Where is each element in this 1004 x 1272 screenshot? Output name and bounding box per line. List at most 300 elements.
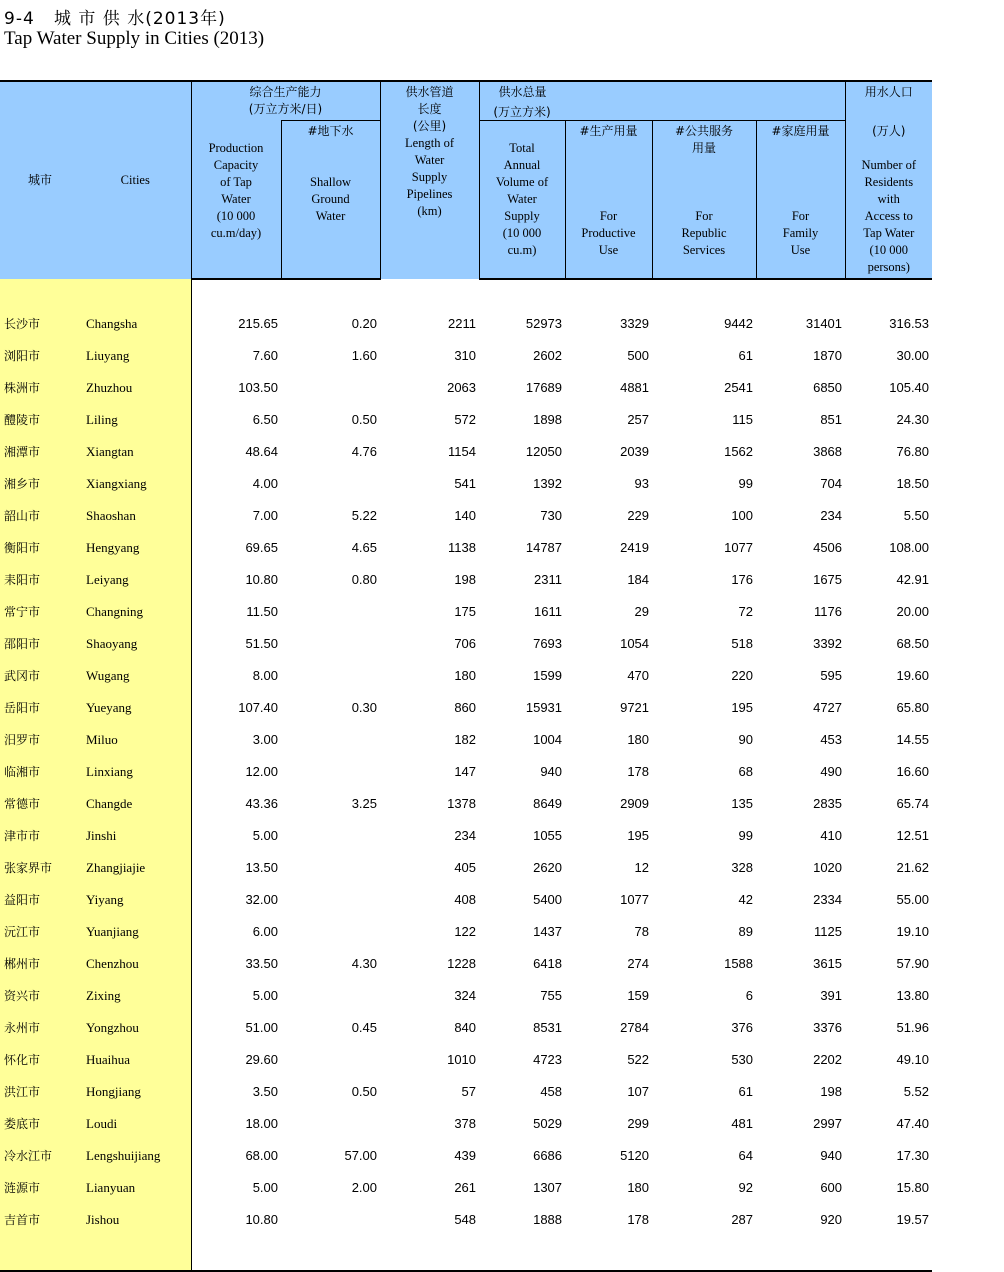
city-name-cn: 湘乡市 <box>0 468 80 500</box>
header-prod-capacity-en-1: Production <box>208 140 264 155</box>
city-name-cn: 湘潭市 <box>0 436 80 468</box>
cell-prod: 159 <box>627 988 650 1003</box>
table-row <box>0 660 932 692</box>
cell-total: 7693 <box>533 636 563 651</box>
table-row <box>0 404 932 436</box>
cell-total: 1437 <box>533 924 563 939</box>
cell-public: 376 <box>731 1020 754 1035</box>
city-name-cn: 浏阳市 <box>0 340 80 372</box>
cell-public: 100 <box>731 508 754 523</box>
header-city-cn: 城市 <box>0 81 80 279</box>
cell-family: 851 <box>820 412 843 427</box>
table-row <box>0 468 932 500</box>
city-name-cn: 怀化市 <box>0 1044 80 1076</box>
city-name-en: Chenzhou <box>80 948 191 980</box>
header-total-supply-en-6: (10 000 <box>502 226 542 240</box>
cell-res: 15.80 <box>896 1180 930 1195</box>
cell-cap: 8.00 <box>252 668 278 683</box>
cell-res: 76.80 <box>896 444 930 459</box>
header-prod-capacity-en-5: (10 000 <box>216 208 256 223</box>
cell-prod: 12 <box>634 860 650 875</box>
table-row <box>0 1108 932 1140</box>
cell-res: 105.40 <box>889 380 930 395</box>
cell-family: 3615 <box>813 956 843 971</box>
header-residents-en-5: Tap Water <box>863 225 915 240</box>
cell-pipe: 1154 <box>448 444 477 459</box>
city-name-cn: 岳阳市 <box>0 692 80 724</box>
cell-public: 518 <box>731 636 754 651</box>
cell-public: 42 <box>738 892 754 907</box>
cell-prod: 9721 <box>620 700 650 715</box>
cell-res: 65.74 <box>896 796 930 811</box>
cell-total: 940 <box>540 764 563 779</box>
cell-res: 14.55 <box>896 732 930 747</box>
cell-cap: 7.00 <box>252 508 278 523</box>
header-pipeline <box>380 81 479 279</box>
cell-res: 49.10 <box>896 1052 930 1067</box>
city-name-cn: 衡阳市 <box>0 532 80 564</box>
header-pipeline-en-5: (km) <box>417 204 442 218</box>
table-row <box>0 724 932 756</box>
cell-pipe: 439 <box>454 1148 477 1163</box>
page-title-en: Tap Water Supply in Cities (2013) <box>4 28 265 49</box>
cell-pipe: 2211 <box>448 316 477 331</box>
cell-prod: 178 <box>627 1212 650 1227</box>
table-row <box>0 532 932 564</box>
city-name-cn: 株洲市 <box>0 372 80 404</box>
cell-pipe: 147 <box>454 764 477 779</box>
cell-total: 1055 <box>533 828 563 843</box>
city-name-cn: 郴州市 <box>0 948 80 980</box>
city-name-cn: 洪江市 <box>0 1076 80 1108</box>
cell-public: 92 <box>738 1180 754 1195</box>
header-productive-use-en-3: Use <box>598 243 619 257</box>
city-name-cn: 邵阳市 <box>0 628 80 660</box>
header-total-supply-en-2: Annual <box>503 158 541 172</box>
cell-pipe: 261 <box>454 1180 477 1195</box>
cell-public: 220 <box>731 668 754 683</box>
header-residents-en-3: with <box>877 191 900 206</box>
cell-res: 42.91 <box>896 572 930 587</box>
cell-total: 458 <box>540 1084 563 1099</box>
cell-prod: 470 <box>627 668 650 683</box>
table-row <box>0 788 932 820</box>
cell-cap: 11.50 <box>246 604 278 619</box>
cell-ground <box>281 884 380 916</box>
header-family-use <box>756 121 845 279</box>
cell-family: 1125 <box>814 924 843 939</box>
cell-cap: 10.80 <box>245 1212 278 1227</box>
cell-prod: 257 <box>627 412 650 427</box>
city-name-en: Yueyang <box>80 692 191 724</box>
table-row <box>0 1172 932 1204</box>
table-row <box>0 1140 932 1172</box>
table-row <box>0 500 932 532</box>
cell-family: 2997 <box>813 1116 843 1131</box>
cell-res: 19.57 <box>896 1212 930 1227</box>
city-name-en: Leiyang <box>80 564 191 596</box>
cell-res: 316.53 <box>889 316 930 331</box>
cell-cap: 6.50 <box>252 412 278 427</box>
cell-ground: 0.80 <box>351 572 378 587</box>
cell-family: 234 <box>820 508 843 523</box>
cell-res: 5.50 <box>903 508 930 523</box>
cell-prod: 93 <box>634 476 650 491</box>
cell-total: 1611 <box>534 604 563 619</box>
cell-cap: 5.00 <box>252 828 278 843</box>
cell-cap: 43.36 <box>245 796 278 811</box>
table-row <box>0 372 932 404</box>
table-header <box>0 81 932 279</box>
cell-prod: 3329 <box>620 316 650 331</box>
cell-ground <box>281 468 380 500</box>
header-pipeline-en-3: Supply <box>411 170 448 184</box>
city-name-cn: 汨罗市 <box>0 724 80 756</box>
cell-public: 530 <box>731 1052 754 1067</box>
cell-cap: 51.00 <box>245 1020 278 1035</box>
cell-res: 47.40 <box>896 1116 930 1131</box>
cell-total: 12050 <box>525 444 563 459</box>
city-name-en: Yuanjiang <box>80 916 191 948</box>
cell-family: 704 <box>820 476 843 491</box>
cell-res: 51.96 <box>896 1020 930 1035</box>
cell-res: 13.80 <box>896 988 930 1003</box>
header-productive-use-cn: #生产用量 <box>579 124 638 138</box>
cell-res: 19.60 <box>896 668 930 683</box>
cell-cap: 48.64 <box>245 444 278 459</box>
cell-pipe: 324 <box>454 988 477 1003</box>
cell-family: 920 <box>820 1212 843 1227</box>
cell-res: 68.50 <box>896 636 930 651</box>
cell-total: 1004 <box>533 732 563 747</box>
cell-cap: 3.50 <box>252 1084 278 1099</box>
header-residents-en-4: Access to <box>864 208 913 223</box>
cell-family: 198 <box>820 1084 843 1099</box>
cell-public: 90 <box>738 732 754 747</box>
cell-public: 1077 <box>724 540 754 555</box>
cell-family: 595 <box>820 668 843 683</box>
cell-ground <box>281 980 380 1012</box>
cell-cap: 6.00 <box>252 924 278 939</box>
cell-ground: 4.30 <box>351 956 378 971</box>
cell-public: 115 <box>732 412 754 427</box>
table-row <box>0 692 932 724</box>
cell-cap: 68.00 <box>245 1148 278 1163</box>
cell-family: 3376 <box>813 1020 843 1035</box>
cell-cap: 32.00 <box>245 892 278 907</box>
cell-res: 57.90 <box>896 956 930 971</box>
cell-cap: 5.00 <box>252 988 278 1003</box>
cell-ground <box>281 1108 380 1140</box>
table-row <box>0 756 932 788</box>
cell-family: 600 <box>820 1180 843 1195</box>
cell-ground <box>281 852 380 884</box>
cell-pipe: 378 <box>454 1116 477 1131</box>
city-name-en: Zixing <box>80 980 191 1012</box>
header-public-services-en-3: Services <box>682 243 726 257</box>
cell-total: 1898 <box>533 412 563 427</box>
header-ground-water <box>281 121 380 279</box>
header-residents-cn <box>845 81 932 121</box>
header-total-supply-en-5: Supply <box>504 209 540 223</box>
cell-pipe: 182 <box>454 732 477 747</box>
cell-public: 287 <box>731 1212 754 1227</box>
city-name-cn: 耒阳市 <box>0 564 80 596</box>
cell-prod: 522 <box>627 1052 650 1067</box>
cell-ground: 5.22 <box>351 508 378 523</box>
cell-cap: 4.00 <box>252 476 278 491</box>
header-productive-use-en-2: Productive <box>581 226 636 240</box>
header-total-supply-en-4: Water <box>507 192 537 206</box>
table-row <box>0 820 932 852</box>
cell-ground: 0.20 <box>351 316 378 331</box>
city-name-en: Shaoshan <box>80 500 191 532</box>
cell-cap: 33.50 <box>245 956 278 971</box>
cell-total: 6418 <box>533 956 563 971</box>
cell-prod: 78 <box>634 924 650 939</box>
cell-public: 135 <box>731 796 754 811</box>
header-family-use-en-2: Family <box>782 226 819 240</box>
cell-cap: 29.60 <box>245 1052 278 1067</box>
page-title-cn <box>4 4 226 29</box>
table-row <box>0 308 932 340</box>
cell-total: 8531 <box>533 1020 563 1035</box>
cell-family: 1675 <box>813 572 843 587</box>
end-cell-cn <box>0 1236 80 1271</box>
city-name-cn: 张家界市 <box>0 852 80 884</box>
header-ground-water-en-3: Water <box>315 209 346 223</box>
cell-family: 453 <box>820 732 843 747</box>
city-name-en: Yiyang <box>80 884 191 916</box>
cell-cap: 215.65 <box>238 316 278 331</box>
cell-total: 755 <box>540 988 563 1003</box>
table-row <box>0 628 932 660</box>
cell-public: 64 <box>738 1148 754 1163</box>
table-spacer-row <box>0 279 932 308</box>
header-pipeline-en-1: Length of <box>405 136 454 150</box>
cell-cap: 13.50 <box>245 860 278 875</box>
cell-prod: 1054 <box>620 636 650 651</box>
cell-cap: 12.00 <box>245 764 278 779</box>
cell-total: 15931 <box>525 700 563 715</box>
city-name-en: Zhangjiajie <box>80 852 191 884</box>
cell-family: 2202 <box>813 1052 843 1067</box>
table-row <box>0 916 932 948</box>
cell-res: 108.00 <box>889 540 930 555</box>
city-name-cn: 资兴市 <box>0 980 80 1012</box>
header-family-use-cn: #家庭用量 <box>771 124 830 138</box>
header-total-supply-en-3: Volume of <box>495 175 549 189</box>
cell-res: 30.00 <box>896 348 930 363</box>
cell-prod: 180 <box>627 1180 650 1195</box>
header-pipeline-en-2: Water <box>414 153 445 167</box>
cell-res: 24.30 <box>896 412 930 427</box>
cell-prod: 229 <box>627 508 650 523</box>
cell-total: 730 <box>540 508 563 523</box>
header-total-supply-cn-label: 供水总量 <box>498 85 547 99</box>
cell-pipe: 57 <box>461 1084 477 1099</box>
cell-public: 328 <box>731 860 754 875</box>
header-residents-en-1: Number of <box>861 157 917 172</box>
cell-ground: 4.76 <box>351 444 378 459</box>
cell-prod: 107 <box>627 1084 650 1099</box>
city-name-cn: 津市市 <box>0 820 80 852</box>
city-name-cn: 韶山市 <box>0 500 80 532</box>
cell-pipe: 548 <box>454 1212 477 1227</box>
cell-public: 1588 <box>724 956 754 971</box>
end-cell-data <box>191 1236 932 1271</box>
cell-pipe: 122 <box>454 924 477 939</box>
cell-public: 99 <box>738 476 754 491</box>
city-name-en: Huaihua <box>80 1044 191 1076</box>
city-name-en: Xiangtan <box>80 436 191 468</box>
cell-res: 19.10 <box>896 924 930 939</box>
cell-pipe: 1378 <box>447 796 477 811</box>
city-name-cn: 临湘市 <box>0 756 80 788</box>
table-row <box>0 564 932 596</box>
table-row <box>0 980 932 1012</box>
cell-pipe: 2063 <box>447 380 477 395</box>
cell-family: 3868 <box>813 444 843 459</box>
cell-total: 2311 <box>534 572 563 587</box>
data-table-container <box>0 80 932 1272</box>
cell-ground <box>281 820 380 852</box>
header-ground-water-en-2: Ground <box>311 192 350 206</box>
cell-total: 17689 <box>525 380 563 395</box>
cell-total: 2602 <box>533 348 563 363</box>
cell-ground: 0.30 <box>351 700 378 715</box>
cell-ground <box>281 628 380 660</box>
cell-res: 5.52 <box>903 1084 930 1099</box>
header-residents-en-6: (10 000 <box>869 242 909 257</box>
cell-total: 6686 <box>533 1148 563 1163</box>
header-prod-capacity-en-2: Capacity <box>213 157 259 172</box>
header-public-services-cn-1: #公共服务 <box>674 124 734 138</box>
table-number: 9-4 <box>4 9 35 29</box>
cell-family: 31401 <box>805 316 843 331</box>
header-family-use-en-1: For <box>791 209 810 223</box>
cell-prod: 1077 <box>620 892 650 907</box>
header-prod-capacity-en-3: of Tap <box>220 174 252 189</box>
city-name-en: Hengyang <box>80 532 191 564</box>
cell-total: 52973 <box>525 316 563 331</box>
cell-ground: 0.50 <box>351 412 378 427</box>
cell-total: 4723 <box>533 1052 563 1067</box>
header-prod-capacity-en <box>191 121 281 279</box>
header-total-supply-cn-unit: (万立方米) <box>493 105 551 119</box>
cell-cap: 7.60 <box>252 348 278 363</box>
title-cn-text: 城 市 供 水(2013年) <box>54 9 226 29</box>
city-name-en: Lengshuijiang <box>80 1140 191 1172</box>
city-name-en: Jishou <box>80 1204 191 1236</box>
cell-res: 17.30 <box>896 1148 930 1163</box>
cell-pipe: 198 <box>454 572 477 587</box>
cell-prod: 5120 <box>620 1148 650 1163</box>
city-name-cn: 益阳市 <box>0 884 80 916</box>
water-supply-table <box>0 80 932 1272</box>
city-name-cn: 涟源市 <box>0 1172 80 1204</box>
cell-family: 1176 <box>814 604 843 619</box>
table-row <box>0 436 932 468</box>
spacer-cell-data <box>191 279 932 308</box>
cell-ground: 0.50 <box>351 1084 378 1099</box>
cell-total: 8649 <box>533 796 563 811</box>
cell-pipe: 234 <box>454 828 477 843</box>
cell-prod: 274 <box>627 956 650 971</box>
header-public-services-en-2: Republic <box>681 226 727 240</box>
cell-res: 16.60 <box>896 764 930 779</box>
city-name-en: Wugang <box>80 660 191 692</box>
cell-public: 481 <box>731 1116 754 1131</box>
city-name-en: Shaoyang <box>80 628 191 660</box>
city-name-en: Changde <box>80 788 191 820</box>
city-name-en: Yongzhou <box>80 1012 191 1044</box>
city-name-en: Linxiang <box>80 756 191 788</box>
cell-public: 2541 <box>724 380 754 395</box>
cell-ground <box>281 916 380 948</box>
cell-family: 940 <box>820 1148 843 1163</box>
header-public-services <box>652 121 756 279</box>
table-row <box>0 948 932 980</box>
cell-ground: 0.45 <box>351 1020 378 1035</box>
cell-total: 1392 <box>533 476 563 491</box>
cell-prod: 29 <box>634 604 650 619</box>
cell-pipe: 408 <box>454 892 477 907</box>
cell-ground <box>281 724 380 756</box>
cell-prod: 184 <box>627 572 650 587</box>
cell-pipe: 1010 <box>447 1052 477 1067</box>
table-end-row <box>0 1236 932 1271</box>
cell-ground <box>281 756 380 788</box>
city-name-cn: 常宁市 <box>0 596 80 628</box>
city-name-cn: 永州市 <box>0 1012 80 1044</box>
header-total-supply-en-7: cu.m) <box>507 243 537 257</box>
cell-public: 72 <box>738 604 754 619</box>
header-residents-en-2: Residents <box>864 174 914 189</box>
city-name-cn: 娄底市 <box>0 1108 80 1140</box>
city-name-cn: 武冈市 <box>0 660 80 692</box>
cell-pipe: 140 <box>454 508 477 523</box>
cell-total: 1888 <box>533 1212 563 1227</box>
city-name-en: Changsha <box>80 308 191 340</box>
cell-family: 1870 <box>813 348 843 363</box>
cell-pipe: 541 <box>454 476 477 491</box>
cell-total: 5029 <box>533 1116 563 1131</box>
table-row <box>0 852 932 884</box>
table-row <box>0 596 932 628</box>
cell-public: 1562 <box>724 444 754 459</box>
cell-public: 68 <box>738 764 754 779</box>
cell-cap: 69.65 <box>245 540 278 555</box>
cell-cap: 3.00 <box>252 732 278 747</box>
cell-family: 2835 <box>813 796 843 811</box>
header-pipeline-cn-2: 长度 <box>417 102 442 116</box>
cell-public: 6 <box>745 988 754 1003</box>
cell-family: 3392 <box>813 636 843 651</box>
cell-pipe: 860 <box>454 700 477 715</box>
cell-ground <box>281 660 380 692</box>
cell-ground: 2.00 <box>351 1180 378 1195</box>
city-name-cn: 长沙市 <box>0 308 80 340</box>
cell-prod: 180 <box>627 732 650 747</box>
cell-ground <box>281 1044 380 1076</box>
header-total-supply-en-1: Total <box>509 141 535 155</box>
cell-family: 6850 <box>813 380 843 395</box>
city-name-en: Zhuzhou <box>80 372 191 404</box>
cell-ground: 3.25 <box>351 796 378 811</box>
table-row <box>0 1044 932 1076</box>
cell-ground: 1.60 <box>351 348 378 363</box>
